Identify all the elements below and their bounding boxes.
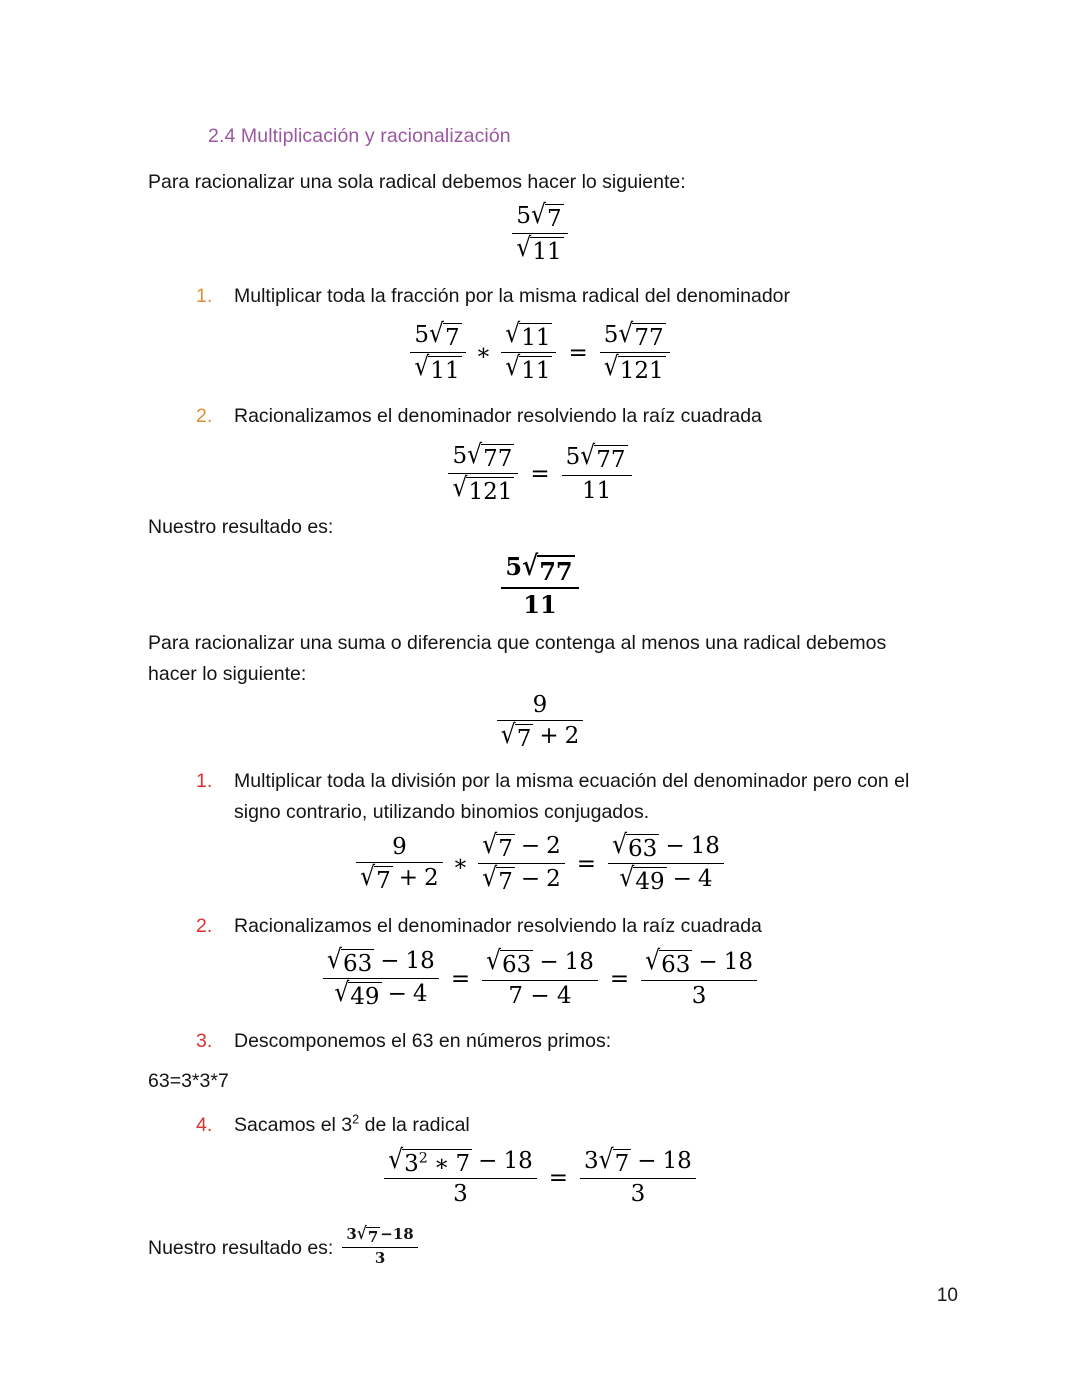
equals-operator: = bbox=[450, 966, 471, 993]
paragraph-intro-sum-difference: Para racionalizar una suma o diferencia que contenga al menos una radical debemos hacer lo siguiente: bbox=[148, 632, 887, 685]
minus-operator: − bbox=[387, 981, 407, 1008]
equals-operator: = bbox=[548, 1165, 568, 1192]
paragraph-intro-single-radical: Para racionalizar una sola radical debemos hacer lo siguiente: bbox=[148, 171, 686, 193]
eq7-f3-den: 3 bbox=[641, 980, 757, 1010]
list-item-label-tail: de la radical bbox=[359, 1114, 470, 1136]
eq3-f2-num-rad: 77 bbox=[596, 447, 626, 474]
eq6-f2-den-rad: 7 bbox=[498, 869, 513, 896]
minus-operator: − bbox=[520, 833, 541, 859]
eq1-denom-radicand: 11 bbox=[532, 239, 562, 266]
minus-operator: − bbox=[520, 866, 541, 893]
list-item-2b bbox=[196, 911, 956, 942]
eq2-f2-den-rad: 11 bbox=[521, 358, 551, 385]
eq3-f1-num-coef: 5 bbox=[452, 443, 468, 469]
eq3-f2-num-coef: 5 bbox=[565, 444, 581, 471]
minus-operator: − bbox=[380, 1225, 393, 1243]
list-item-label: Racionalizamos el denominador resolviendo la raíz cuadrada bbox=[234, 405, 762, 427]
equals-operator: = bbox=[576, 851, 597, 878]
eq2-f3-num-rad: 77 bbox=[634, 325, 664, 351]
list-item-label: Descomponemos el 63 en números primos: bbox=[234, 1030, 612, 1052]
equation-5: 9 √ 7 + 2 bbox=[0, 692, 1080, 753]
minus-operator: − bbox=[637, 1148, 657, 1174]
list-item-label-lead: Sacamos el 3 bbox=[234, 1114, 353, 1136]
eq2-f2-num-rad: 11 bbox=[521, 325, 551, 351]
eq6-f2-den-term: 2 bbox=[546, 866, 561, 893]
list-marker: 1. bbox=[196, 770, 213, 792]
equation-7: √ 63 − 18 √ 49 − 4 = √ 63 − 18 7 − 4 = √ 63 − 18 3 bbox=[0, 948, 1080, 1011]
eq7-f2-num-term: 18 bbox=[564, 949, 594, 976]
eq2-f1-num-rad: 7 bbox=[444, 325, 460, 351]
minus-operator: − bbox=[698, 949, 718, 976]
list-marker: 2. bbox=[196, 405, 213, 427]
eq8-f1-den: 3 bbox=[384, 1178, 537, 1208]
eq8-f2-coef: 3 bbox=[584, 1148, 599, 1174]
minus-operator: − bbox=[672, 866, 692, 893]
minus-operator: − bbox=[380, 948, 400, 974]
eq6-f3-num-term: 18 bbox=[690, 833, 720, 859]
eq8-f2-term: 18 bbox=[662, 1148, 692, 1174]
equation-8: √ $3^2$ ∗ 7 − 18 3 = 3 √ 7 − 18 3 bbox=[0, 1148, 1080, 1209]
eq1-numer-radicand: 7 bbox=[546, 206, 562, 232]
list-item-label bbox=[234, 1110, 934, 1141]
eq7-f3-num-term: 18 bbox=[723, 949, 753, 976]
eq7-f1-num-term: 18 bbox=[405, 948, 435, 974]
eq2-f3-num-coef: 5 bbox=[603, 322, 619, 348]
list-marker: 1. bbox=[196, 285, 213, 307]
list-marker: 4. bbox=[196, 1114, 213, 1136]
eq6-f3-num-rad: 63 bbox=[628, 836, 658, 862]
eq4-den: 11 bbox=[501, 587, 578, 619]
eq9-num-coef: 3 bbox=[346, 1225, 357, 1243]
eq4-num-rad: 77 bbox=[539, 557, 573, 586]
equation-6: 9 √ 7 + 2 ∗ √ 7 − 2 √ 7 − 2 = √ 63 − 18 √ 49 − 4 bbox=[0, 833, 1080, 896]
eq7-f2-den: 7 − 4 bbox=[482, 980, 598, 1010]
list-marker: 3. bbox=[196, 1030, 213, 1052]
eq2-f3-den-rad: 121 bbox=[619, 358, 664, 385]
list-item-2d bbox=[196, 1110, 956, 1141]
eq5-den-term: 2 bbox=[564, 723, 580, 750]
eq9-num-term: 18 bbox=[392, 1225, 414, 1243]
eq7-f1-den-term: 4 bbox=[412, 981, 428, 1008]
eq9-num-rad: 7 bbox=[367, 1228, 379, 1246]
list-item-2a bbox=[196, 766, 956, 828]
eq5-den-rad: 7 bbox=[516, 726, 532, 753]
eq1-numer-coef: 5 bbox=[516, 203, 532, 229]
eq2-f1-num-coef: 5 bbox=[414, 322, 429, 348]
eq6-f3-den-term: 4 bbox=[697, 866, 713, 893]
equals-operator: = bbox=[568, 340, 588, 367]
minus-operator: − bbox=[478, 1148, 498, 1174]
equation-2: 5 √ 7 √ 11 ∗ √ 11 √ 11 = 5 √ 77 √ 121 bbox=[0, 322, 1080, 385]
eq8-factor: 7 bbox=[455, 1151, 471, 1177]
paragraph-result-label-2 bbox=[148, 1223, 908, 1270]
minus-operator: − bbox=[539, 949, 559, 976]
eq8-f2-rad: 7 bbox=[614, 1151, 630, 1177]
eq3-f1-den-rad: 121 bbox=[468, 479, 513, 506]
paragraph-prime-factorization: 63=3*3*7 bbox=[148, 1070, 229, 1092]
eq9-den: 3 bbox=[342, 1247, 417, 1268]
eq3-f1-num-rad: 77 bbox=[483, 446, 513, 472]
eq6-f1-num: 9 bbox=[392, 834, 407, 861]
eq7-f1-num-rad: 63 bbox=[342, 951, 373, 977]
page-number: 10 bbox=[936, 1285, 958, 1306]
eq6-f2-num-term: 2 bbox=[546, 833, 561, 859]
exponent: 2 bbox=[352, 1112, 360, 1127]
equation-9-inline: 3 √ 7 −18 3 bbox=[339, 1226, 420, 1268]
eq8-f2-den: 3 bbox=[580, 1178, 696, 1208]
equation-1: 5 √ 7 √ 11 bbox=[0, 203, 1080, 266]
list-marker: 2. bbox=[196, 915, 213, 937]
eq6-f3-den-rad: 49 bbox=[635, 869, 665, 896]
equation-4-result: 5 √ 77 11 bbox=[0, 553, 1080, 619]
eq2-f1-den-rad: 11 bbox=[430, 358, 460, 385]
list-item-2c bbox=[196, 1026, 956, 1057]
minus-operator: − bbox=[665, 833, 685, 859]
eq6-f1-den-rad: 7 bbox=[376, 868, 391, 895]
eq7-f1-den-rad: 49 bbox=[350, 984, 380, 1011]
list-item-label: Multiplicar toda la fracción por la misma radical del denominador bbox=[234, 285, 791, 307]
result-label-text: Nuestro resultado es: bbox=[148, 1237, 334, 1260]
multiply-operator: ∗ bbox=[475, 340, 492, 367]
eq6-f1-den-term: 2 bbox=[424, 865, 439, 892]
eq5-numer: 9 bbox=[532, 692, 548, 718]
list-item-label: Racionalizamos el denominador resolviendo la raíz cuadrada bbox=[234, 915, 762, 937]
paragraph-result-label-1: Nuestro resultado es: bbox=[148, 516, 334, 538]
eq8-base: 3 bbox=[404, 1151, 419, 1177]
plus-operator: + bbox=[539, 723, 559, 750]
eq7-f2-num-rad: 63 bbox=[502, 952, 532, 979]
equation-3: 5 √ 77 √ 121 = 5 √ 77 11 bbox=[0, 443, 1080, 506]
list-item-1b bbox=[196, 401, 956, 432]
multiply-operator: ∗ bbox=[433, 1151, 450, 1177]
exponent: 2 bbox=[418, 1150, 428, 1167]
equals-operator: = bbox=[530, 461, 550, 488]
eq6-f2-num-rad: 7 bbox=[498, 836, 513, 862]
list-item-label: Multiplicar toda la división por la misma ecuación del denominador pero con el signo contrario, utilizando binomios conjugados. bbox=[234, 770, 910, 823]
eq7-f3-num-rad: 63 bbox=[661, 952, 691, 979]
eq4-num-coef: 5 bbox=[505, 552, 523, 581]
equals-operator: = bbox=[609, 966, 630, 993]
eq3-f2-den: 11 bbox=[562, 475, 632, 505]
eq8-f1-term: 18 bbox=[503, 1148, 533, 1174]
plus-operator: + bbox=[398, 865, 418, 892]
list-item-1a bbox=[196, 281, 956, 312]
multiply-operator: ∗ bbox=[452, 851, 469, 878]
section-heading: 2.4 Multiplicación y racionalización bbox=[208, 125, 511, 147]
